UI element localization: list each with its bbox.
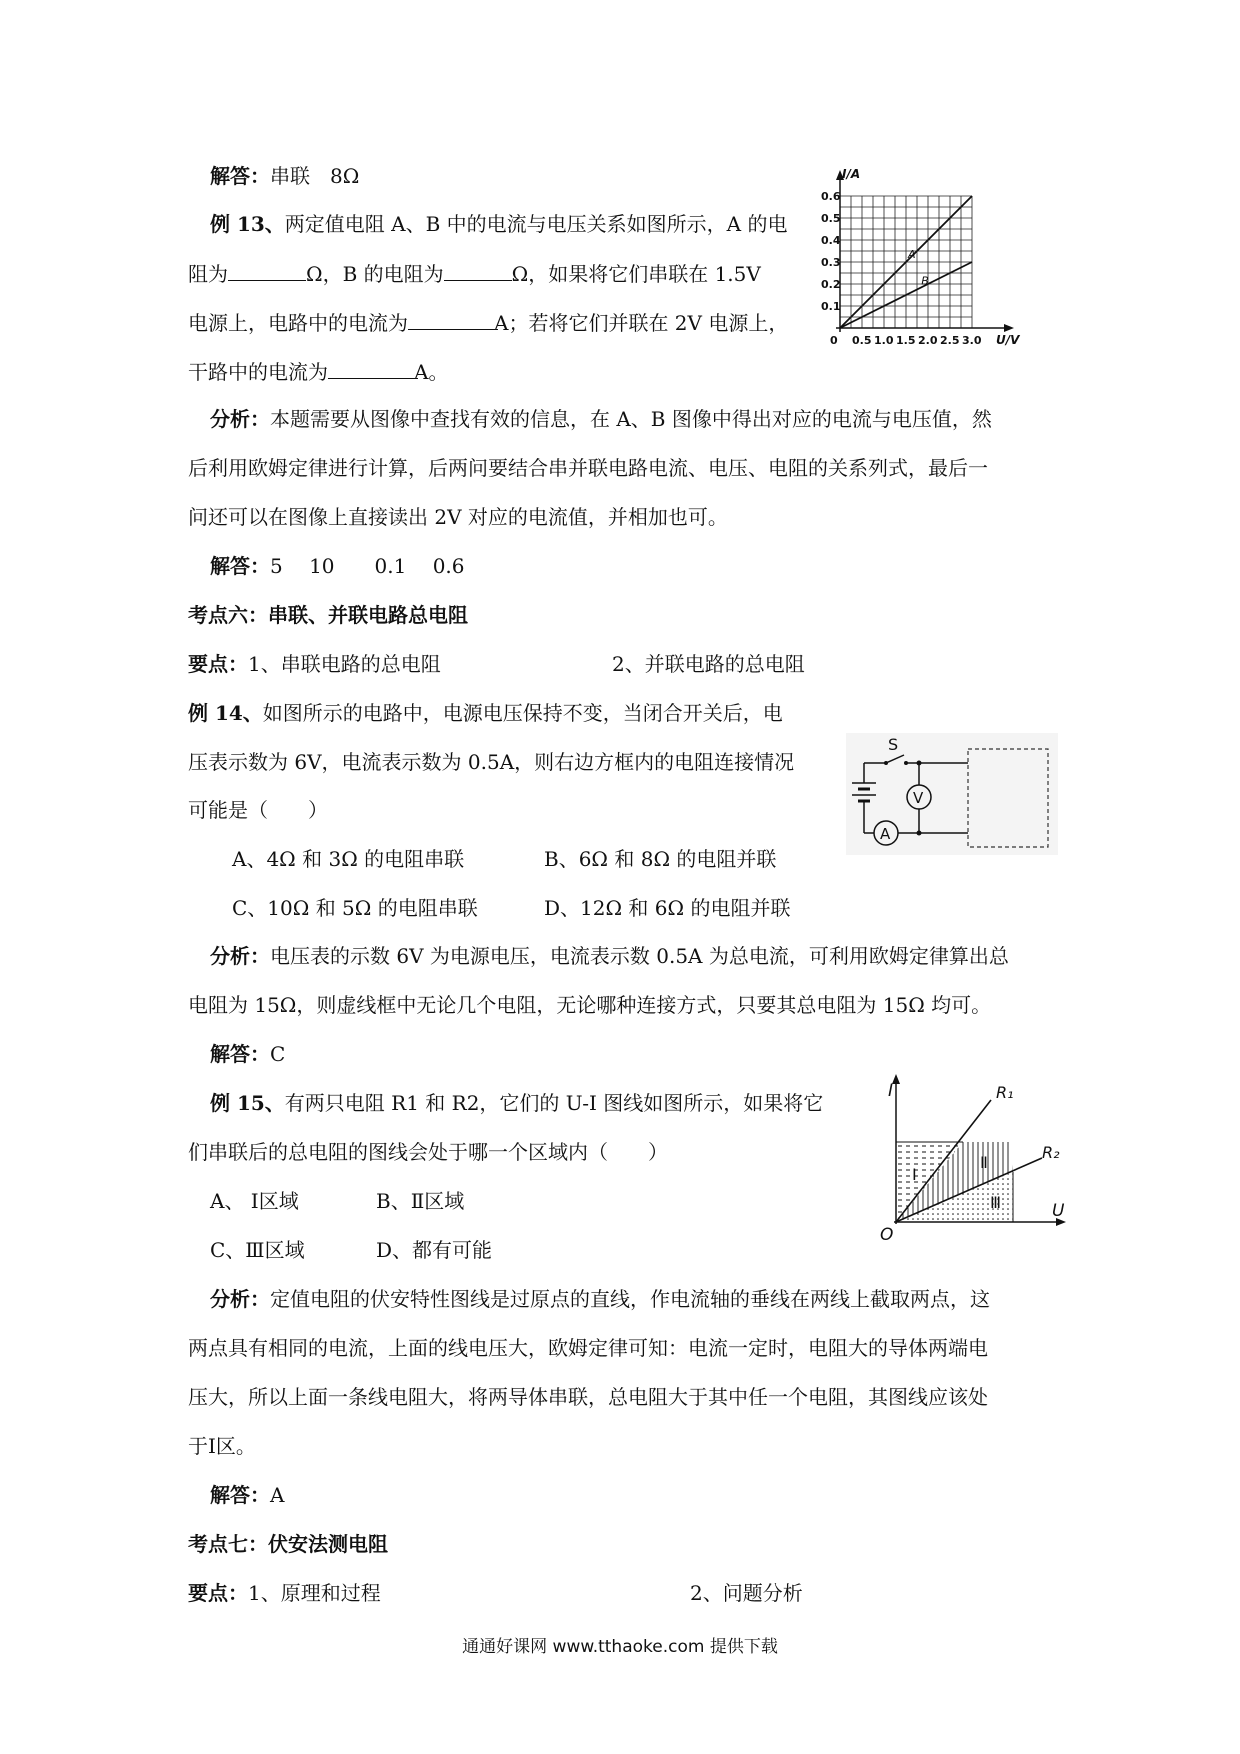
ex13-analysis-2: 后利用欧姆定律进行计算，后两问要结合串并联电路电流、电压、电阻的关系列式，最后一 xyxy=(188,456,988,480)
y-axis-label: I/A xyxy=(842,167,861,181)
y-tick-label: 0.4 xyxy=(821,234,841,247)
region-2-label: Ⅱ xyxy=(980,1153,988,1172)
series-label-A: A xyxy=(908,248,916,261)
point6-title: 考点六：串联、并联电路总电阻 xyxy=(188,603,468,627)
ex15-answer: 解答：A xyxy=(210,1483,285,1507)
svg-text:I: I xyxy=(888,1081,894,1101)
svg-text:U: U xyxy=(1052,1201,1065,1221)
x-tick-label: 3.0 xyxy=(962,334,982,347)
x-tick-label: 2.5 xyxy=(940,334,960,347)
x-axis-arrow xyxy=(1004,324,1014,332)
ui-region-graph xyxy=(866,1072,1066,1248)
ia-u-chart xyxy=(820,167,1040,368)
ex13-line3: 电源上，电路中的电流为 A；若将它们并联在 2V 电源上， xyxy=(188,311,789,335)
ex15-analysis-2: 两点具有相同的电流，上面的线电压大，欧姆定律可知：电流一定时，电阻大的导体两端电 xyxy=(188,1336,988,1360)
y-tick-label: 0.6 xyxy=(821,190,841,203)
ex13-line1: 例 13、两定值电阻 A、B 中的电流与电压关系如图所示，A 的电 xyxy=(210,212,788,236)
ex13-analysis-1: 分析：本题需要从图像中查找有效的信息，在 A、B 图像中得出对应的电流与电压值，然 xyxy=(210,407,992,431)
ex14-line3: 可能是（ ） xyxy=(188,798,328,822)
x-tick-label: 0.5 xyxy=(852,334,872,347)
svg-text:A: A xyxy=(880,825,891,843)
blank-resistance-b xyxy=(444,260,512,281)
point7-keys: 要点：1、原理和过程 xyxy=(188,1581,381,1605)
x-tick-label: 1.5 xyxy=(896,334,916,347)
ex14-line1: 例 14、如图所示的电路中，电源电压保持不变，当闭合开关后，电 xyxy=(188,701,783,725)
y-tick-label: 0.1 xyxy=(821,300,841,313)
ex13-line2: 阻为 Ω，B 的电阻为 Ω，如果将它们串联在 1.5V xyxy=(188,262,761,286)
point6-keys: 要点：1、串联电路的总电阻 xyxy=(188,652,441,676)
ex13-answer: 解答：5 10 0.1 0.6 xyxy=(210,554,465,578)
ex14-option-d: D、12Ω 和 6Ω 的电阻并联 xyxy=(544,896,791,920)
ex14-option-a: A、4Ω 和 3Ω 的电阻串联 xyxy=(232,847,465,871)
blank-parallel-current xyxy=(328,358,414,379)
ex14-option-b: B、6Ω 和 8Ω 的电阻并联 xyxy=(544,847,777,871)
svg-text:R₁: R₁ xyxy=(996,1083,1014,1102)
ex14-option-c: C、10Ω 和 5Ω 的电阻串联 xyxy=(232,896,478,920)
ex14-answer: 解答：C xyxy=(210,1042,286,1066)
origin-label: 0 xyxy=(830,334,838,347)
ex15-line2: 们串联后的总电阻的图线会处于哪一个区域内（ ） xyxy=(188,1140,668,1164)
answer-12: 解答：串联 8Ω xyxy=(210,164,360,188)
ex15-option-a: A、 Ⅰ区域 xyxy=(210,1189,299,1213)
x-tick-label: 1.0 xyxy=(874,334,894,347)
ex14-line2: 压表示数为 6V，电流表示数为 0.5A，则右边方框内的电阻连接情况 xyxy=(188,750,795,774)
series-label-B: B xyxy=(921,274,929,288)
point7-key2: 2、问题分析 xyxy=(690,1581,803,1605)
y-tick-label: 0.5 xyxy=(821,212,841,225)
region-1-label: Ⅰ xyxy=(912,1165,917,1184)
x-tick-label: 2.0 xyxy=(918,334,938,347)
ex15-analysis-4: 于Ⅰ区。 xyxy=(188,1434,256,1458)
region-3-label: Ⅲ xyxy=(990,1193,1002,1212)
x-axis-label: U/V xyxy=(996,333,1020,347)
blank-resistance-a xyxy=(228,260,306,281)
ex13-line4: 干路中的电流为 A。 xyxy=(188,360,449,384)
ex15-analysis-3: 压大，所以上面一条线电阻大，将两导体串联，总电阻大于其中任一个电阻，其图线应该处 xyxy=(188,1385,988,1409)
y-tick-label: 0.2 xyxy=(821,278,841,291)
ex13-analysis-3: 问还可以在图像上直接读出 2V 对应的电流值，并相加也可。 xyxy=(188,505,728,529)
ex14-analysis-2: 电阻为 15Ω，则虚线框中无论几个电阻，无论哪种连接方式，只要其总电阻为 15Ω 均可。 xyxy=(188,993,992,1017)
svg-text:V: V xyxy=(913,789,924,807)
ex15-option-c: C、Ⅲ区域 xyxy=(210,1238,305,1262)
blank-series-current xyxy=(408,309,494,330)
point6-key2: 2、并联电路的总电阻 xyxy=(612,652,805,676)
switch-label: S xyxy=(888,735,899,754)
circuit-diagram xyxy=(846,733,1058,855)
svg-text:O: O xyxy=(880,1225,894,1245)
y-tick-label: 0.3 xyxy=(821,256,841,269)
page-footer: 通通好课网 www.tthaoke.com 提供下载 xyxy=(462,1637,778,1657)
ex15-analysis-1: 分析：定值电阻的伏安特性图线是过原点的直线，作电流轴的垂线在两线上截取两点，这 xyxy=(210,1287,990,1311)
ex14-analysis-1: 分析：电压表的示数 6V 为电源电压，电流表示数 0.5A 为总电流，可利用欧姆定律算出总 xyxy=(210,944,1009,968)
ex15-line1: 例 15、有两只电阻 R1 和 R2，它们的 U-I 图线如图所示，如果将它 xyxy=(210,1091,824,1115)
point7-title: 考点七：伏安法测电阻 xyxy=(188,1532,388,1556)
ex15-option-b: B、Ⅱ区域 xyxy=(376,1189,465,1213)
svg-text:R₂: R₂ xyxy=(1042,1143,1060,1162)
ex15-option-d: D、都有可能 xyxy=(376,1238,493,1262)
